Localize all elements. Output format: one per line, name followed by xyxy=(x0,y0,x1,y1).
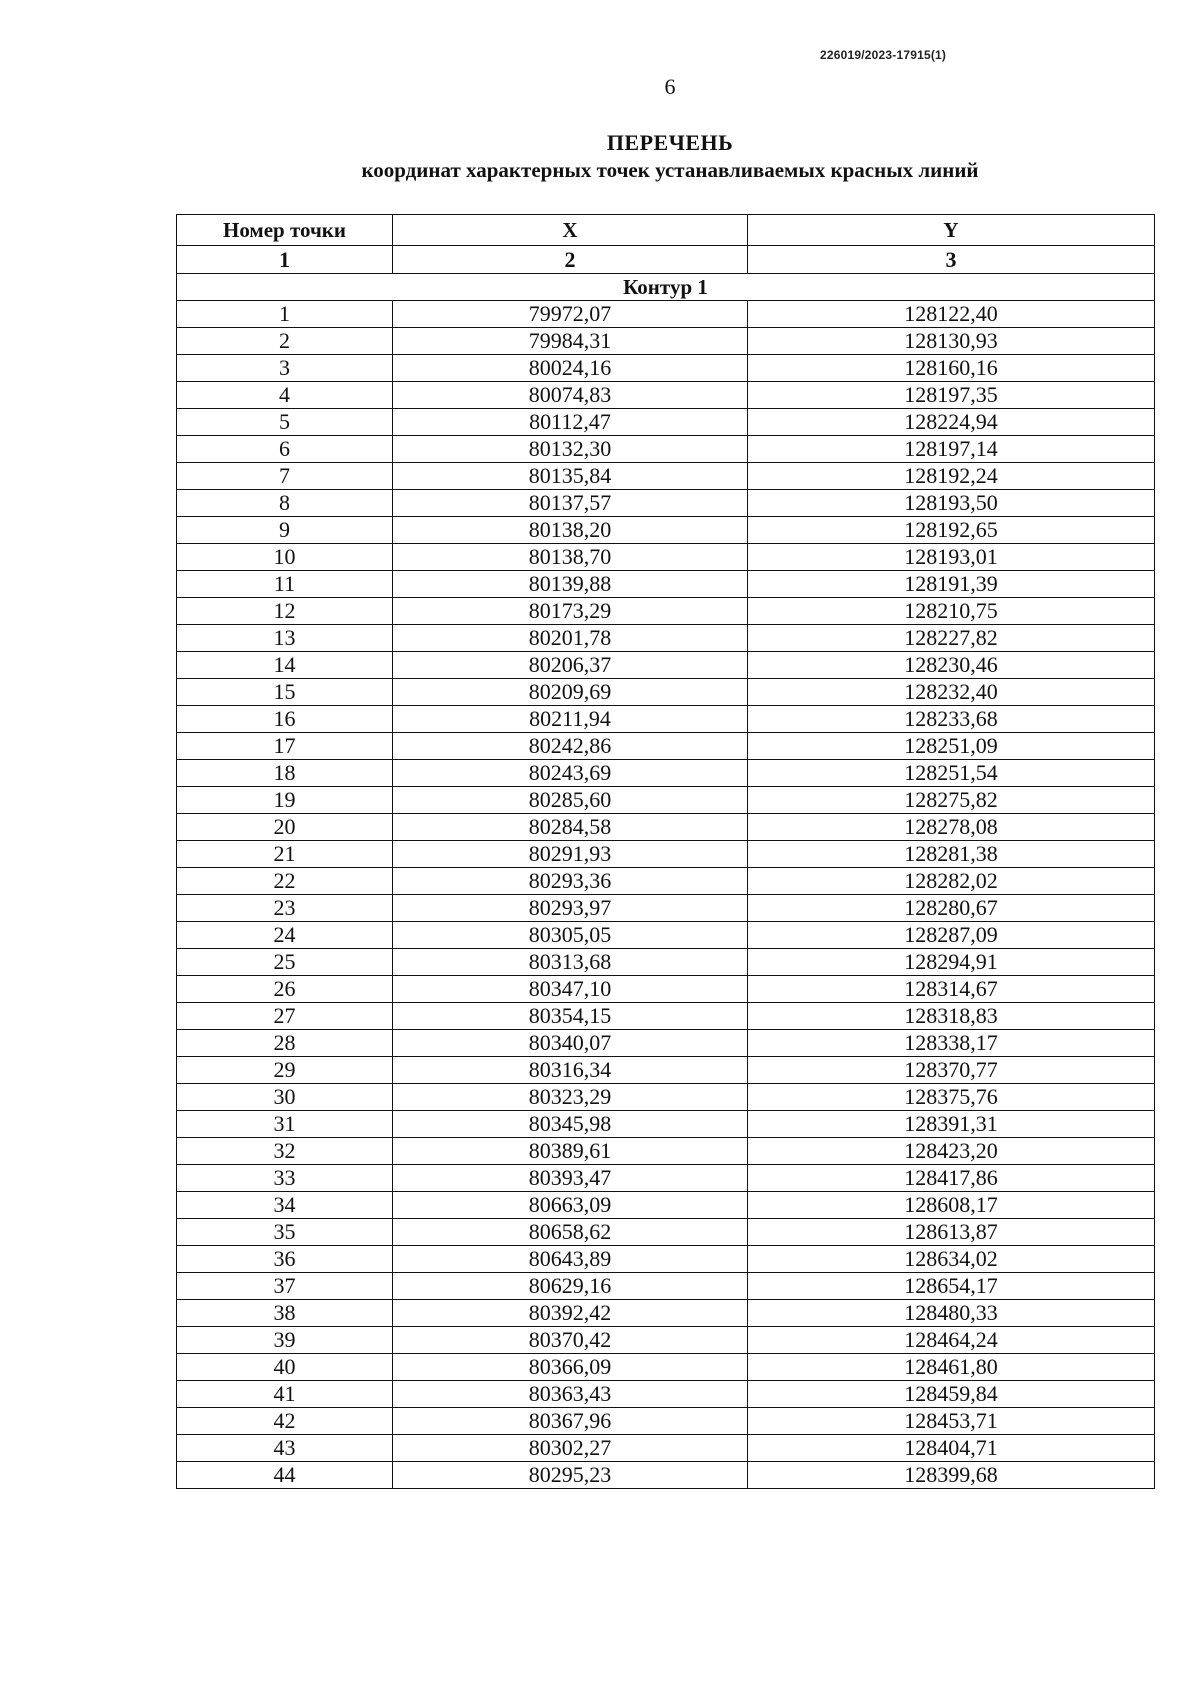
table-row xyxy=(177,1462,1155,1489)
point-number-cell: 23 xyxy=(177,895,393,922)
point-number-cell: 30 xyxy=(177,1084,393,1111)
header-y: Y xyxy=(748,215,1155,246)
table-header-row xyxy=(177,215,1155,246)
x-coordinate-cell: 80295,23 xyxy=(393,1462,748,1489)
table-row xyxy=(177,679,1155,706)
x-coordinate-cell: 80211,94 xyxy=(393,706,748,733)
point-number-cell: 40 xyxy=(177,1354,393,1381)
x-coordinate-cell: 80643,89 xyxy=(393,1246,748,1273)
header-x: X xyxy=(393,215,748,246)
x-coordinate-cell: 80112,47 xyxy=(393,409,748,436)
point-number-cell: 17 xyxy=(177,733,393,760)
x-coordinate-cell: 80313,68 xyxy=(393,949,748,976)
x-coordinate-cell: 80392,42 xyxy=(393,1300,748,1327)
table-row xyxy=(177,1111,1155,1138)
point-number-cell: 12 xyxy=(177,598,393,625)
y-coordinate-cell: 128130,93 xyxy=(748,328,1155,355)
point-number-cell: 4 xyxy=(177,382,393,409)
x-coordinate-cell: 80074,83 xyxy=(393,382,748,409)
x-coordinate-cell: 80354,15 xyxy=(393,1003,748,1030)
x-coordinate-cell: 80340,07 xyxy=(393,1030,748,1057)
point-number-cell: 35 xyxy=(177,1219,393,1246)
point-number-cell: 8 xyxy=(177,490,393,517)
y-coordinate-cell: 128210,75 xyxy=(748,598,1155,625)
y-coordinate-cell: 128391,31 xyxy=(748,1111,1155,1138)
y-coordinate-cell: 128122,40 xyxy=(748,301,1155,328)
x-coordinate-cell: 80366,09 xyxy=(393,1354,748,1381)
y-coordinate-cell: 128160,16 xyxy=(748,355,1155,382)
y-coordinate-cell: 128230,46 xyxy=(748,652,1155,679)
table-row xyxy=(177,1057,1155,1084)
table-row xyxy=(177,760,1155,787)
table-body xyxy=(177,301,1155,1489)
point-number-cell: 5 xyxy=(177,409,393,436)
point-number-cell: 16 xyxy=(177,706,393,733)
x-coordinate-cell: 80305,05 xyxy=(393,922,748,949)
x-coordinate-cell: 80138,70 xyxy=(393,544,748,571)
point-number-cell: 41 xyxy=(177,1381,393,1408)
table-row xyxy=(177,895,1155,922)
page-title: ПЕРЕЧЕНЬ xyxy=(606,130,734,155)
coordinates-table xyxy=(176,214,1155,1489)
column-number-3: 3 xyxy=(748,246,1155,274)
table-row xyxy=(177,814,1155,841)
y-coordinate-cell: 128417,86 xyxy=(748,1165,1155,1192)
y-coordinate-cell: 128280,67 xyxy=(748,895,1155,922)
y-coordinate-cell: 128399,68 xyxy=(748,1462,1155,1489)
table-row xyxy=(177,328,1155,355)
x-coordinate-cell: 80024,16 xyxy=(393,355,748,382)
document-id: 226019/2023-17915(1) xyxy=(820,48,947,62)
point-number-cell: 19 xyxy=(177,787,393,814)
x-coordinate-cell: 80323,29 xyxy=(393,1084,748,1111)
table-row xyxy=(177,409,1155,436)
table-row xyxy=(177,1165,1155,1192)
point-number-cell: 39 xyxy=(177,1327,393,1354)
y-coordinate-cell: 128608,17 xyxy=(748,1192,1155,1219)
point-number-cell: 14 xyxy=(177,652,393,679)
y-coordinate-cell: 128192,24 xyxy=(748,463,1155,490)
header-point-number: Номер точки xyxy=(177,215,393,246)
point-number-cell: 15 xyxy=(177,679,393,706)
x-coordinate-cell: 80293,36 xyxy=(393,868,748,895)
y-coordinate-cell: 128461,80 xyxy=(748,1354,1155,1381)
point-number-cell: 1 xyxy=(177,301,393,328)
x-coordinate-cell: 80209,69 xyxy=(393,679,748,706)
y-coordinate-cell: 128193,50 xyxy=(748,490,1155,517)
y-coordinate-cell: 128294,91 xyxy=(748,949,1155,976)
table-row xyxy=(177,1408,1155,1435)
x-coordinate-cell: 80173,29 xyxy=(393,598,748,625)
point-number-cell: 44 xyxy=(177,1462,393,1489)
point-number-cell: 9 xyxy=(177,517,393,544)
page-subtitle: координат характерных точек устанавливаемых красных линий xyxy=(361,158,979,182)
x-coordinate-cell: 80206,37 xyxy=(393,652,748,679)
y-coordinate-cell: 128318,83 xyxy=(748,1003,1155,1030)
y-coordinate-cell: 128197,35 xyxy=(748,382,1155,409)
table-row xyxy=(177,1003,1155,1030)
table-row xyxy=(177,355,1155,382)
x-coordinate-cell: 80663,09 xyxy=(393,1192,748,1219)
point-number-cell: 33 xyxy=(177,1165,393,1192)
x-coordinate-cell: 80138,20 xyxy=(393,517,748,544)
point-number-cell: 6 xyxy=(177,436,393,463)
table-row xyxy=(177,868,1155,895)
table-row xyxy=(177,490,1155,517)
point-number-cell: 21 xyxy=(177,841,393,868)
x-coordinate-cell: 79972,07 xyxy=(393,301,748,328)
y-coordinate-cell: 128375,76 xyxy=(748,1084,1155,1111)
point-number-cell: 29 xyxy=(177,1057,393,1084)
point-number-cell: 13 xyxy=(177,625,393,652)
y-coordinate-cell: 128282,02 xyxy=(748,868,1155,895)
y-coordinate-cell: 128314,67 xyxy=(748,976,1155,1003)
point-number-cell: 18 xyxy=(177,760,393,787)
table-row xyxy=(177,841,1155,868)
column-number-row xyxy=(177,246,1155,274)
point-number-cell: 31 xyxy=(177,1111,393,1138)
x-coordinate-cell: 80302,27 xyxy=(393,1435,748,1462)
y-coordinate-cell: 128197,14 xyxy=(748,436,1155,463)
table-row xyxy=(177,787,1155,814)
y-coordinate-cell: 128287,09 xyxy=(748,922,1155,949)
column-number-1: 1 xyxy=(177,246,393,274)
x-coordinate-cell: 80291,93 xyxy=(393,841,748,868)
x-coordinate-cell: 79984,31 xyxy=(393,328,748,355)
y-coordinate-cell: 128404,71 xyxy=(748,1435,1155,1462)
x-coordinate-cell: 80629,16 xyxy=(393,1273,748,1300)
point-number-cell: 34 xyxy=(177,1192,393,1219)
table-row xyxy=(177,301,1155,328)
y-coordinate-cell: 128251,54 xyxy=(748,760,1155,787)
point-number-cell: 25 xyxy=(177,949,393,976)
y-coordinate-cell: 128233,68 xyxy=(748,706,1155,733)
table-row xyxy=(177,1381,1155,1408)
y-coordinate-cell: 128654,17 xyxy=(748,1273,1155,1300)
point-number-cell: 37 xyxy=(177,1273,393,1300)
point-number-cell: 3 xyxy=(177,355,393,382)
x-coordinate-cell: 80316,34 xyxy=(393,1057,748,1084)
table-row xyxy=(177,463,1155,490)
y-coordinate-cell: 128232,40 xyxy=(748,679,1155,706)
y-coordinate-cell: 128278,08 xyxy=(748,814,1155,841)
point-number-cell: 20 xyxy=(177,814,393,841)
table-row xyxy=(177,1354,1155,1381)
point-number-cell: 28 xyxy=(177,1030,393,1057)
table-row xyxy=(177,436,1155,463)
table-row xyxy=(177,1435,1155,1462)
point-number-cell: 11 xyxy=(177,571,393,598)
table-row xyxy=(177,1138,1155,1165)
y-coordinate-cell: 128224,94 xyxy=(748,409,1155,436)
point-number-cell: 22 xyxy=(177,868,393,895)
table-row xyxy=(177,1327,1155,1354)
table-row xyxy=(177,598,1155,625)
contour-label: Контур 1 xyxy=(177,274,1155,301)
y-coordinate-cell: 128480,33 xyxy=(748,1300,1155,1327)
table-row xyxy=(177,544,1155,571)
y-coordinate-cell: 128453,71 xyxy=(748,1408,1155,1435)
x-coordinate-cell: 80139,88 xyxy=(393,571,748,598)
y-coordinate-cell: 128338,17 xyxy=(748,1030,1155,1057)
x-coordinate-cell: 80363,43 xyxy=(393,1381,748,1408)
x-coordinate-cell: 80345,98 xyxy=(393,1111,748,1138)
x-coordinate-cell: 80285,60 xyxy=(393,787,748,814)
point-number-cell: 2 xyxy=(177,328,393,355)
point-number-cell: 27 xyxy=(177,1003,393,1030)
x-coordinate-cell: 80137,57 xyxy=(393,490,748,517)
y-coordinate-cell: 128464,24 xyxy=(748,1327,1155,1354)
y-coordinate-cell: 128251,09 xyxy=(748,733,1155,760)
x-coordinate-cell: 80284,58 xyxy=(393,814,748,841)
contour-row xyxy=(177,274,1155,301)
x-coordinate-cell: 80658,62 xyxy=(393,1219,748,1246)
x-coordinate-cell: 80389,61 xyxy=(393,1138,748,1165)
x-coordinate-cell: 80132,30 xyxy=(393,436,748,463)
point-number-cell: 43 xyxy=(177,1435,393,1462)
table-row xyxy=(177,949,1155,976)
y-coordinate-cell: 128191,39 xyxy=(748,571,1155,598)
table-row xyxy=(177,1084,1155,1111)
table-row xyxy=(177,706,1155,733)
table-row xyxy=(177,571,1155,598)
y-coordinate-cell: 128275,82 xyxy=(748,787,1155,814)
table-row xyxy=(177,1219,1155,1246)
y-coordinate-cell: 128227,82 xyxy=(748,625,1155,652)
y-coordinate-cell: 128613,87 xyxy=(748,1219,1155,1246)
table-row xyxy=(177,1246,1155,1273)
table-row xyxy=(177,652,1155,679)
point-number-cell: 24 xyxy=(177,922,393,949)
table-row xyxy=(177,1300,1155,1327)
point-number-cell: 42 xyxy=(177,1408,393,1435)
point-number-cell: 32 xyxy=(177,1138,393,1165)
y-coordinate-cell: 128281,38 xyxy=(748,841,1155,868)
table-row xyxy=(177,922,1155,949)
point-number-cell: 7 xyxy=(177,463,393,490)
x-coordinate-cell: 80242,86 xyxy=(393,733,748,760)
table-row xyxy=(177,517,1155,544)
x-coordinate-cell: 80243,69 xyxy=(393,760,748,787)
table-row xyxy=(177,1273,1155,1300)
y-coordinate-cell: 128193,01 xyxy=(748,544,1155,571)
x-coordinate-cell: 80135,84 xyxy=(393,463,748,490)
x-coordinate-cell: 80370,42 xyxy=(393,1327,748,1354)
y-coordinate-cell: 128423,20 xyxy=(748,1138,1155,1165)
table-row xyxy=(177,976,1155,1003)
table-row xyxy=(177,1030,1155,1057)
x-coordinate-cell: 80367,96 xyxy=(393,1408,748,1435)
x-coordinate-cell: 80393,47 xyxy=(393,1165,748,1192)
y-coordinate-cell: 128370,77 xyxy=(748,1057,1155,1084)
point-number-cell: 38 xyxy=(177,1300,393,1327)
point-number-cell: 10 xyxy=(177,544,393,571)
point-number-cell: 36 xyxy=(177,1246,393,1273)
x-coordinate-cell: 80293,97 xyxy=(393,895,748,922)
point-number-cell: 26 xyxy=(177,976,393,1003)
y-coordinate-cell: 128459,84 xyxy=(748,1381,1155,1408)
y-coordinate-cell: 128634,02 xyxy=(748,1246,1155,1273)
table-row xyxy=(177,625,1155,652)
page-number: 6 xyxy=(664,74,676,99)
table-row xyxy=(177,733,1155,760)
column-number-2: 2 xyxy=(393,246,748,274)
table-row xyxy=(177,382,1155,409)
y-coordinate-cell: 128192,65 xyxy=(748,517,1155,544)
table-row xyxy=(177,1192,1155,1219)
x-coordinate-cell: 80347,10 xyxy=(393,976,748,1003)
x-coordinate-cell: 80201,78 xyxy=(393,625,748,652)
